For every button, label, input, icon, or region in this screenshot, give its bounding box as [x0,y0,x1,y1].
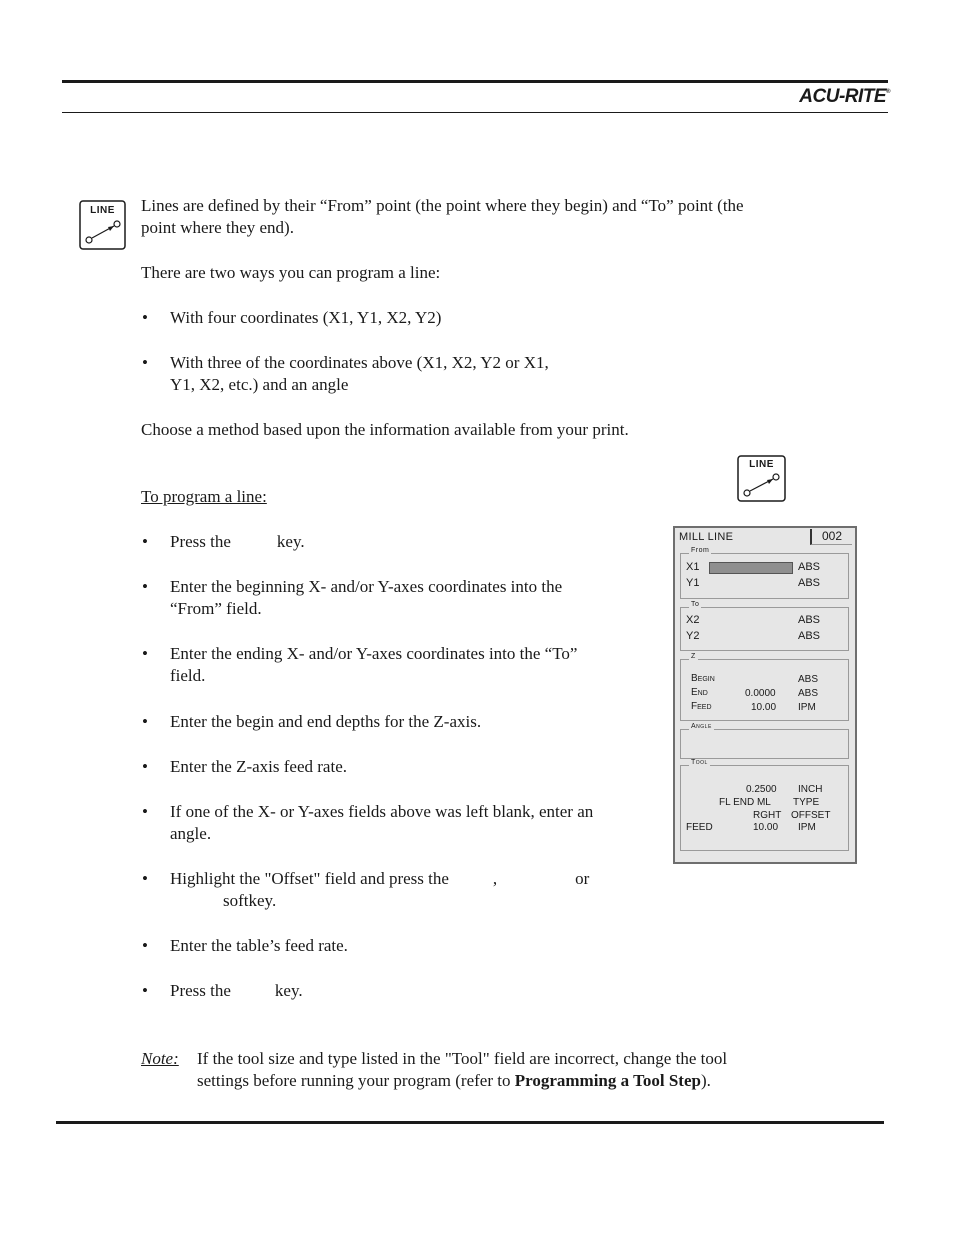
note-line-1: If the tool size and type listed in the "Tool" field are incorrect, change the tool [197,1049,728,1068]
y1-mode[interactable]: ABS [798,577,821,589]
y2-mode[interactable]: ABS [798,630,821,642]
step-offset-l1: Highlight the "Offset" field and press the , or [170,869,590,888]
tool-feed-value[interactable]: 10.00 [753,822,779,833]
note-label: Note: [141,1049,179,1068]
step-to-l2: field. [170,666,206,685]
z-feed-unit: IPM [798,702,816,713]
step-angle-l1: If one of the X- or Y-axes fields above was left blank, enter an [170,802,594,821]
from-group: From X1 ABS Y1 ABS [680,553,849,599]
x1-mode[interactable]: ABS [798,561,821,573]
step-press-enter: Press the key. [170,981,303,1000]
bullet-four-coords: With four coordinates (X1, Y1, X2, Y2) [170,308,442,327]
bullet-mark: • [142,712,148,731]
bullet-mark: • [142,802,148,821]
step-z-feed: Enter the Z-axis feed rate. [170,757,347,776]
y2-label: Y2 [686,630,700,642]
step-number: 002 [810,529,852,545]
bullet-three-coords-l2: Y1, X2, etc.) and an angle [170,375,349,394]
tool-feed-unit: IPM [798,822,816,833]
step-angle-l2: angle. [170,824,212,843]
tool-size-unit: INCH [798,784,823,795]
footer-rule [56,1121,884,1124]
line-key-icon: LINE [79,200,126,250]
intro-line-2: point where they end). [141,218,294,237]
step-from-l1: Enter the beginning X- and/or Y-axes coordinates into the [170,577,563,596]
screen-title: MILL LINE [679,531,734,543]
bullet-mark: • [142,308,148,327]
bullet-mark: • [142,644,148,663]
line-key-icon-small: LINE [737,455,786,502]
z-end-label: End [691,687,708,698]
z-group: Z Begin ABS End 0.0000 ABS Feed 10.00 IPM [680,659,849,721]
tool-type-value: FL END ML [719,797,771,808]
header-rule [62,80,888,83]
z-begin-mode[interactable]: ABS [798,674,819,685]
ways-text: There are two ways you can program a line: [141,263,441,282]
bullet-mark: • [142,353,148,372]
bullet-three-coords-l1: With three of the coordinates above (X1, X2, Y2 or X1, [170,353,549,372]
z-end-mode[interactable]: ABS [798,688,819,699]
x2-mode[interactable]: ABS [798,614,821,626]
step-z-depths: Enter the begin and end depths for the Z-axis. [170,712,482,731]
z-end-value[interactable]: 0.0000 [745,688,776,699]
x1-label: X1 [686,561,700,573]
step-to-l1: Enter the ending X- and/or Y-axes coordinates into the “To” [170,644,578,663]
tool-offset-value[interactable]: RGHT [753,810,782,821]
tool-feed-label: FEED [686,822,713,833]
z-feed-value[interactable]: 10.00 [751,702,777,713]
step-from-l2: “From” field. [170,599,262,618]
step-table-feed: Enter the table’s feed rate. [170,936,348,955]
tool-offset-label: OFFSET [791,810,831,821]
y1-label: Y1 [686,577,700,589]
bullet-mark: • [142,577,148,596]
bullet-mark: • [142,936,148,955]
step-press-line: Press the key. [170,532,305,551]
to-group: To X2 ABS Y2 ABS [680,607,849,651]
mill-line-screen [673,526,857,864]
tool-type-label: TYPE [793,797,820,808]
bullet-mark: • [142,757,148,776]
tool-group: Tool 0.2500 INCH FL END ML TYPE RGHT OFFSET FEED 10.00 IPM [680,765,849,851]
z-begin-label: Begin [691,673,715,684]
procedure-heading: To program a line: [141,487,267,506]
z-feed-label: Feed [691,701,712,712]
brand-logo: ACU-RITE® [799,86,890,107]
bullet-mark: • [142,869,148,888]
tool-size: 0.2500 [746,784,777,795]
note-line-2: settings before running your program (refer to Programming a Tool Step). [197,1071,711,1090]
x2-label: X2 [686,614,700,626]
bullet-mark: • [142,532,148,551]
angle-group[interactable]: Angle [680,729,849,759]
bullet-mark: • [142,981,148,1000]
choose-method-text: Choose a method based upon the information available from your print. [141,420,629,439]
step-offset-l2: softkey. [223,891,277,910]
header-rule-thin [62,112,888,113]
intro-line-1: Lines are defined by their “From” point (the point where they begin) and “To” point (the [141,196,744,215]
x1-field[interactable] [709,562,793,574]
